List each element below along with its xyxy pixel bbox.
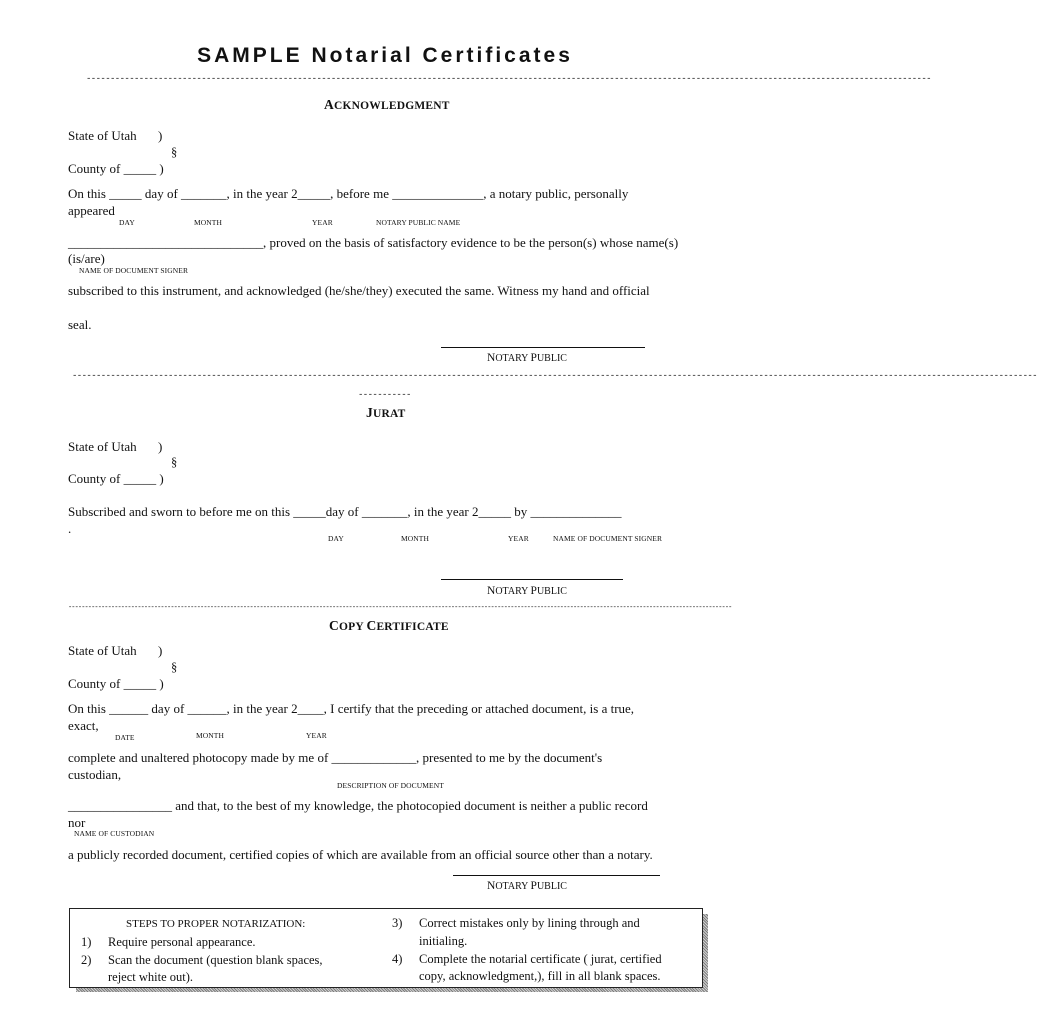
jurat-caption-day: DAY bbox=[328, 534, 344, 543]
steps-heading: STEPS TO PROPER NOTARIZATION: bbox=[126, 918, 306, 930]
ack-state-paren: ) bbox=[158, 128, 163, 143]
jurat-state-label: State of Utah bbox=[68, 439, 137, 454]
copy-notary-public-label: NOTARY PUBLIC bbox=[487, 880, 567, 892]
step-2-number: 2) bbox=[81, 953, 92, 967]
copy-line-2b: custodian, bbox=[68, 767, 122, 782]
jurat-line-1: Subscribed and sworn to before me on this _____day of _______, in the year 2_____ by ______________ bbox=[68, 504, 622, 519]
jurat-notary-public-label: NOTARY PUBLIC bbox=[487, 585, 567, 597]
copy-state-label: State of Utah bbox=[68, 643, 137, 658]
copy-line-2: complete and unaltered photocopy made by me of _____________, presented to me by the document's bbox=[68, 750, 603, 765]
copy-caption-custodian: NAME OF CUSTODIAN bbox=[74, 829, 155, 838]
ack-section-symbol: § bbox=[171, 145, 178, 159]
step-1-number: 1) bbox=[81, 935, 92, 949]
copy-caption-year: YEAR bbox=[306, 731, 327, 740]
section-divider-2: --------------------------------------------------------------------------------------------------------------------------------------------------------------------------------------------------------- bbox=[68, 604, 732, 612]
steps-box bbox=[69, 908, 703, 988]
ack-line-2: ______________________________, proved on the basis of satisfactory evidence to be the person(s) whose name(s) bbox=[68, 235, 679, 250]
jurat-caption-year: YEAR bbox=[508, 534, 529, 543]
ack-state-label: State of Utah bbox=[68, 128, 137, 143]
ack-line-4: seal. bbox=[68, 317, 92, 332]
ack-signature-line bbox=[441, 347, 645, 348]
ack-notary-public-label: NOTARY PUBLIC bbox=[487, 352, 567, 364]
copy-certificate-heading: COPY CERTIFICATE bbox=[329, 618, 449, 633]
step-3-number: 3) bbox=[392, 916, 403, 930]
ack-caption-day: DAY bbox=[119, 218, 135, 227]
jurat-caption-signer: NAME OF DOCUMENT SIGNER bbox=[553, 534, 663, 543]
jurat-heading: JURAT bbox=[366, 405, 406, 420]
ack-caption-signer: NAME OF DOCUMENT SIGNER bbox=[79, 266, 189, 275]
ack-line-1b: appeared bbox=[68, 203, 115, 218]
ack-caption-notary-name: NOTARY PUBLIC NAME bbox=[376, 218, 461, 227]
copy-line-1: On this ______ day of ______, in the year 2____, I certify that the preceding or attached document, is a true, bbox=[68, 701, 635, 716]
section-divider-1: --------------------------------------------------------------------------------------------------------------------------------------------------------------------------------------------------------- bbox=[72, 371, 1037, 381]
title-divider: -------------------------------------------------------------------------------------------------------------------------------------------------------------------------------- bbox=[86, 74, 931, 84]
section-divider-short: ----------- bbox=[358, 390, 411, 400]
jurat-county-label: County of _____ ) bbox=[68, 471, 164, 486]
step-4-text: Complete the notarial certificate ( jurat, certified bbox=[419, 952, 662, 966]
copy-caption-month: MONTH bbox=[196, 731, 224, 740]
jurat-caption-month: MONTH bbox=[401, 534, 429, 543]
jurat-state-paren: ) bbox=[158, 439, 163, 454]
copy-county-label: County of _____ ) bbox=[68, 676, 164, 691]
copy-caption-description: DESCRIPTION OF DOCUMENT bbox=[337, 781, 444, 790]
jurat-signature-line bbox=[441, 579, 623, 580]
copy-line-3b: nor bbox=[68, 815, 86, 830]
jurat-line-1b: . bbox=[68, 521, 72, 536]
step-4-text-cont: copy, acknowledgment,), fill in all blank spaces. bbox=[419, 969, 661, 983]
ack-line-2b: (is/are) bbox=[68, 251, 105, 266]
step-1-text: Require personal appearance. bbox=[108, 935, 256, 949]
copy-section-symbol: § bbox=[171, 660, 178, 674]
copy-caption-date: DATE bbox=[115, 733, 135, 742]
page-title: SAMPLE Notarial Certificates bbox=[197, 44, 573, 67]
copy-line-1b: exact, bbox=[68, 718, 99, 733]
step-2-text: Scan the document (question blank spaces, bbox=[108, 953, 323, 967]
copy-state-paren: ) bbox=[158, 643, 163, 658]
ack-line-1: On this _____ day of _______, in the year 2_____, before me ______________, a notary public, personally bbox=[68, 186, 629, 201]
jurat-section-symbol: § bbox=[171, 455, 178, 469]
step-2-text-cont: reject white out). bbox=[108, 970, 194, 984]
ack-line-3: subscribed to this instrument, and acknowledged (he/she/they) executed the same. Witness my hand and official bbox=[68, 283, 650, 298]
step-4-number: 4) bbox=[392, 952, 403, 966]
ack-county-label: County of _____ ) bbox=[68, 161, 164, 176]
ack-caption-month: MONTH bbox=[194, 218, 222, 227]
acknowledgment-heading: ACKNOWLEDGMENT bbox=[324, 97, 450, 112]
copy-line-3: ________________ and that, to the best of my knowledge, the photocopied document is neither a public record bbox=[68, 798, 648, 813]
copy-signature-line bbox=[453, 875, 660, 876]
copy-line-4: a publicly recorded document, certified copies of which are available from an official source other than a notary. bbox=[68, 847, 653, 862]
step-3-text: Correct mistakes only by lining through and bbox=[419, 916, 640, 930]
ack-caption-year: YEAR bbox=[312, 218, 333, 227]
step-3-text-cont: initialing. bbox=[419, 934, 468, 948]
